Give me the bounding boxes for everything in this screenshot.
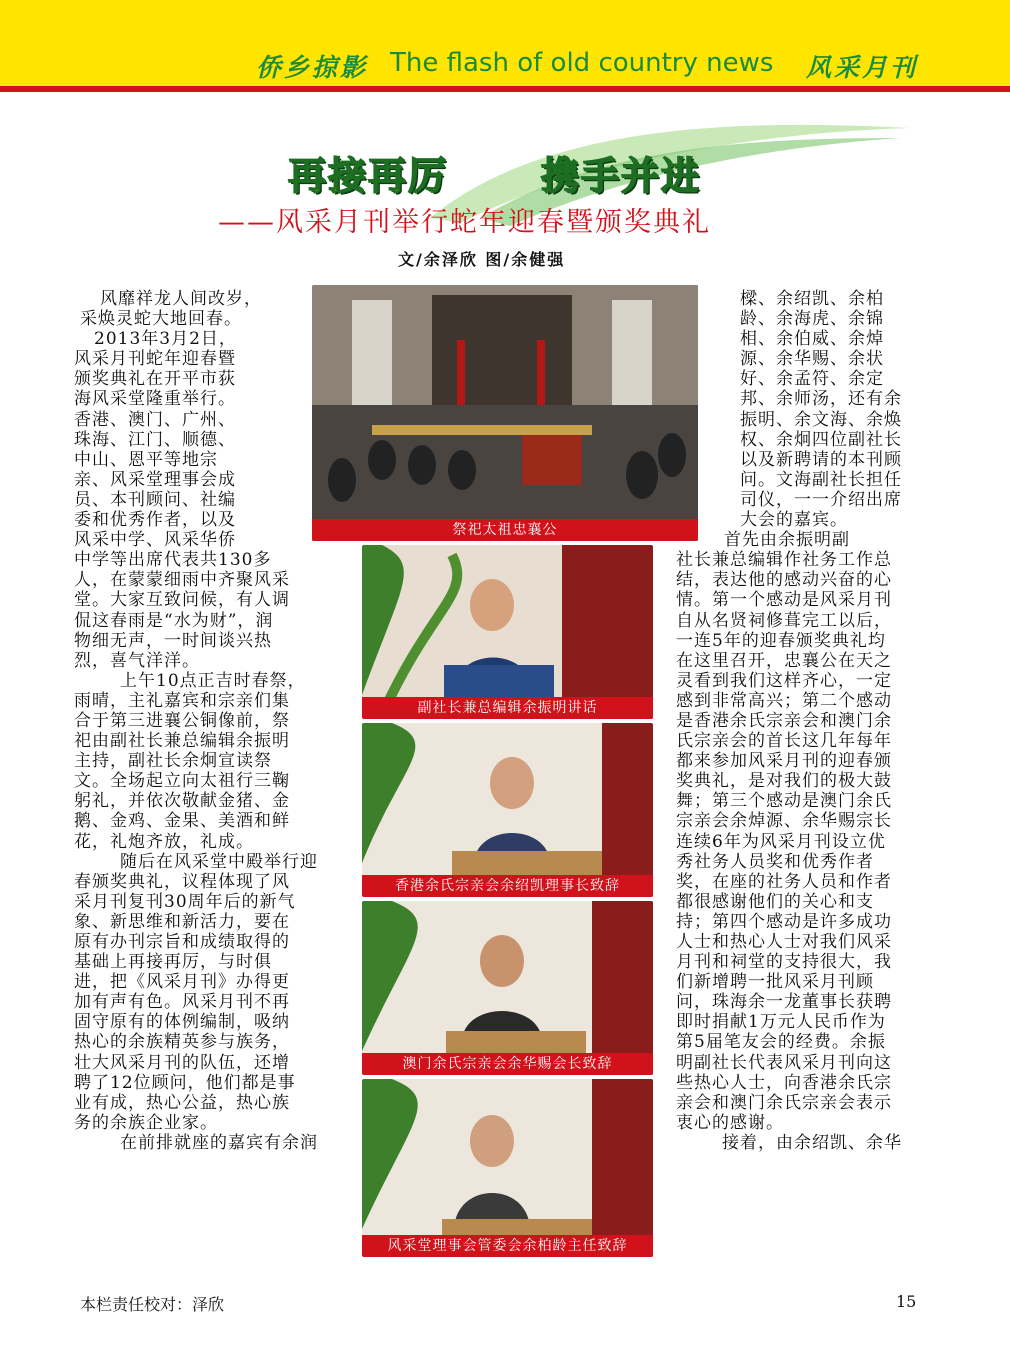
text-line: 社长兼总编辑作社务工作总 (676, 550, 892, 571)
text-line: 灵看到我们这样齐心，一定 (676, 670, 892, 691)
text-line: 感到非常高兴；第二个感动 (676, 690, 892, 711)
text-line: 人，在蒙蒙细雨中齐聚风采 (74, 570, 290, 591)
text-line: 秀社务人员奖和优秀作者 (676, 851, 874, 872)
text-line: 龄、余海虎、余锦 (740, 309, 884, 330)
text-line: 上午10点正吉时春祭， (120, 670, 306, 691)
text-line: 春颁奖典礼，议程体现了风 (74, 871, 290, 892)
right-text-column (676, 289, 940, 1153)
text-line: 些热心人士，向香港余氏宗 (676, 1072, 892, 1093)
ceremony-hall-image (312, 285, 698, 541)
text-line: 接着，由余绍凯、余华 (722, 1132, 902, 1153)
byline: 文/余泽欣 图/余健强 (398, 250, 566, 269)
text-line: 邦、余师汤，还有余 (740, 389, 902, 410)
text-line: 奖，在座的社务人员和作者 (676, 871, 892, 892)
text-line: 风采中学、风采华侨 (74, 530, 236, 551)
text-line: 第5届笔友会的经费。余振 (676, 1032, 886, 1053)
header-tagline: The flash of old country news (390, 48, 774, 78)
text-line: 烈，喜气洋洋。 (74, 650, 200, 671)
photo-speaker-yu-shaokai (362, 723, 653, 897)
text-line: 们新增聘一批风采月刊顾 (676, 972, 874, 993)
text-line: 雨晴，主礼嘉宾和宗亲们集 (74, 690, 290, 711)
photo-speaker-yu-bailing (362, 1079, 653, 1257)
text-line: 人士和热心人士对我们风采 (676, 932, 892, 952)
text-line: 好、余孟符、余定 (740, 369, 884, 390)
text-line: 侃这春雨是“水为财”，润 (74, 610, 274, 631)
text-line: 祀由副社长兼总编辑余振明 (74, 731, 290, 752)
left-text-column (74, 289, 336, 1153)
photo-caption: 香港余氏宗亲会余绍凯理事长致辞 (362, 875, 653, 897)
text-line: 文。全场起立向太祖行三鞠 (74, 771, 290, 792)
photo-caption: 风采堂理事会管委会余柏龄主任致辞 (362, 1235, 653, 1257)
text-line: 随后在风采堂中殿举行迎 (120, 851, 318, 872)
footer-proofreader: 本栏责任校对：泽欣 (80, 1295, 225, 1314)
text-line: 衷心的感谢。 (676, 1112, 784, 1133)
text-line: 宗亲会余焯源、余华赐宗长 (676, 811, 892, 832)
text-line: 热心的余族精英参与族务， (74, 1032, 290, 1053)
text-line: 合于第三进襄公铜像前，祭 (74, 710, 290, 731)
text-line: 躬礼，并依次敬献金猪、金 (74, 791, 290, 812)
text-line: 进，把《风采月刊》办得更 (74, 972, 290, 993)
text-line: 象、新思维和新活力，要在 (74, 911, 290, 932)
text-line: 结，表达他的感动兴奋的心 (676, 570, 892, 591)
text-line: 振明、余文海、余焕 (740, 409, 902, 430)
text-line: 海风采堂隆重举行。 (74, 389, 236, 410)
text-line: 鹅、金鸡、金果、美酒和鲜 (74, 811, 290, 832)
speaker-image (362, 545, 653, 719)
photo-caption: 祭祀太祖忠襄公 (312, 519, 698, 541)
text-line: 采月刊复刊30周年后的新气 (74, 891, 296, 912)
photo-caption: 副社长兼总编辑余振明讲话 (362, 697, 653, 719)
text-line: 中学等出席代表共130多 (74, 550, 272, 571)
text-line: 大会的嘉宾。 (740, 510, 848, 531)
text-line: 情。第一个感动是风采月刊 (676, 590, 892, 611)
text-line: 问，珠海余一龙董事长获聘 (676, 992, 892, 1013)
section-name: 侨乡掠影 (256, 53, 369, 82)
text-line: 固守原有的体例编制，吸纳 (74, 1012, 290, 1033)
text-line: 壮大风采月刊的队伍，还增 (74, 1052, 290, 1073)
text-line: 2013年3月2日， (94, 329, 237, 350)
text-line: 颁奖典礼在开平市荻 (74, 369, 236, 390)
text-line: 即时捐献1万元人民币作为 (676, 1012, 886, 1033)
speaker-image (362, 1079, 653, 1257)
magazine-name: 风采月刊 (806, 53, 919, 82)
text-line: 亲会和澳门余氏宗亲会表示 (676, 1092, 892, 1113)
title-right: 携手并进 (541, 154, 702, 198)
text-line: 在这里召开，忠襄公在天之 (676, 650, 892, 671)
text-line: 委和优秀作者，以及 (74, 510, 236, 531)
text-line: 持；第四个感动是许多成功 (676, 911, 892, 932)
text-line: 香港、澳门、广州、 (74, 409, 236, 430)
text-line: 都很感谢他们的关心和支 (676, 891, 874, 912)
text-line: 司仪，一一介绍出席 (740, 489, 902, 510)
photo-ancestral-rite (312, 285, 698, 541)
text-line: 权、余炯四位副社长 (740, 429, 902, 450)
text-line: 基础上再接再厉，与时俱 (74, 952, 272, 973)
text-line: 珠海、江门、顺德、 (74, 429, 236, 450)
text-line: 花，礼炮齐放，礼成。 (74, 831, 254, 852)
text-line: 风采月刊蛇年迎春暨 (74, 349, 236, 370)
text-line: 加有声有色。风采月刊不再 (74, 992, 290, 1013)
text-line: 首先由余振明副 (724, 530, 850, 551)
text-line: 务的余族企业家。 (74, 1112, 218, 1133)
article-subtitle: ——风采月刊举行蛇年迎春暨颁奖典礼 (218, 207, 711, 238)
text-line: 相、余伯威、余焯 (740, 329, 884, 350)
text-line: 员、本刊顾问、社编 (74, 489, 236, 510)
photo-speaker-yu-zhenming (362, 545, 653, 719)
header-divider (0, 86, 1010, 92)
text-line: 一连5年的迎春颁奖典礼均 (676, 630, 886, 651)
text-line: 都来参加风采月刊的迎春颁 (676, 751, 892, 772)
text-line: 问。文海副社长担任 (740, 469, 902, 490)
text-line: 樑、余绍凯、余柏 (740, 289, 884, 309)
text-line: 奖典礼，是对我们的极大鼓 (676, 771, 892, 792)
text-line: 亲、风采堂理事会成 (74, 469, 236, 490)
text-line: 是香港余氏宗亲会和澳门余 (676, 710, 892, 731)
text-line: 采焕灵蛇大地回春。 (80, 309, 242, 330)
speaker-image (362, 901, 653, 1075)
text-line: 氏宗亲会的首长这几年每年 (676, 731, 892, 752)
text-line: 在前排就座的嘉宾有余润 (120, 1132, 318, 1153)
text-line: 中山、恩平等地宗 (74, 449, 218, 470)
page-number: 15 (896, 1292, 917, 1311)
text-line: 自从名贤祠修葺完工以后， (676, 610, 892, 631)
text-line: 堂。大家互致问候，有人调 (74, 590, 290, 611)
text-line: 舞；第三个感动是澳门余氏 (676, 791, 892, 812)
text-line: 原有办刊宗旨和成绩取得的 (74, 932, 290, 952)
text-line: 月刊和祠堂的支持很大，我 (676, 952, 892, 973)
text-line: 物细无声，一时间谈兴热 (74, 630, 272, 651)
text-line: 聘了12位顾问，他们都是事 (74, 1072, 296, 1093)
text-line: 以及新聘请的本刊顾 (740, 449, 902, 470)
photo-speaker-yu-huaci (362, 901, 653, 1075)
text-line: 源、余华赐、余状 (740, 349, 884, 370)
text-line: 风靡祥龙人间改岁， (100, 289, 262, 309)
text-line: 主持，副社长余炯宣读祭 (74, 751, 272, 772)
photo-caption: 澳门余氏宗亲会余华赐会长致辞 (362, 1053, 653, 1075)
speaker-image (362, 723, 653, 897)
text-line: 明副社长代表风采月刊向这 (676, 1052, 892, 1073)
title-left: 再接再厉 (288, 154, 449, 198)
text-line: 连续6年为风采月刊设立优 (676, 831, 886, 852)
text-line: 业有成，热心公益，热心族 (74, 1092, 290, 1113)
